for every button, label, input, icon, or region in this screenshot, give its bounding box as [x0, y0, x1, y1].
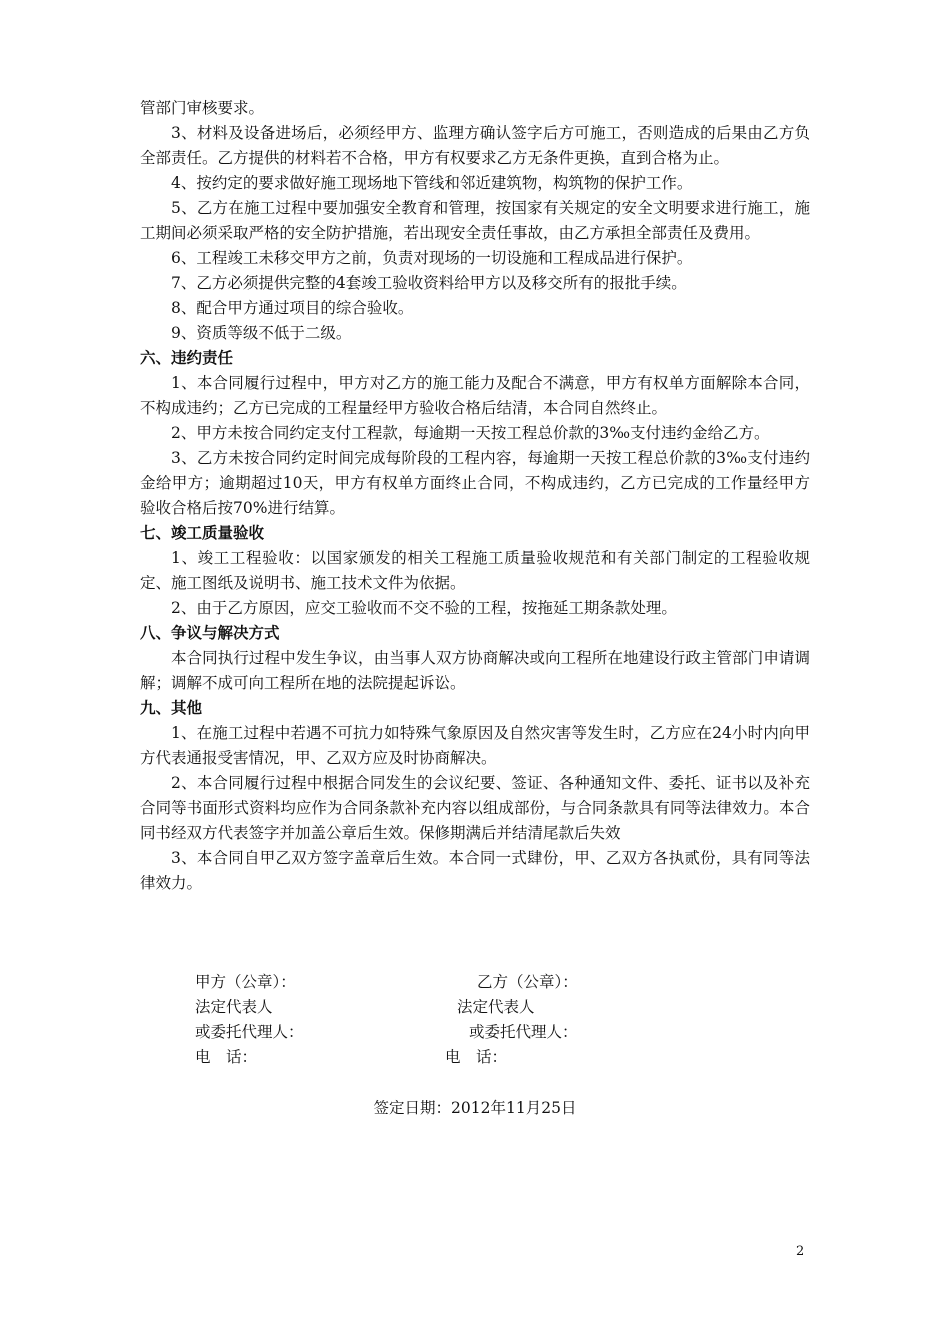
party-a-rep: 法定代表人 [195, 998, 273, 1016]
paragraph-breach-2: 2、甲方未按合同约定支付工程款，每逾期一天按工程总价款的3‰支付违约金给乙方。 [171, 424, 770, 442]
paragraph-breach-3: 3、乙方未按合同约定时间完成每阶段的工程内容，每逾期一天按工程总价款的3‰支付违约金给甲方；逾期超过10天，甲方有权单方面终止合同，不构成违约，乙方已完成的工作量经甲方验收合格后按70%进行结算。 [140, 449, 810, 517]
party-b-rep: 法定代表人 [457, 998, 535, 1016]
section-heading-acceptance: 七、竣工质量验收 [140, 524, 265, 542]
section-heading-other: 九、其他 [140, 699, 203, 717]
paragraph-intro-7: 9、资质等级不低于二级。 [171, 324, 352, 342]
party-b-phone: 电 话： [445, 1048, 508, 1066]
paragraph-intro-5: 7、乙方必须提供完整的4套竣工验收资料给甲方以及移交所有的报批手续。 [171, 274, 687, 292]
page-number: 2 [796, 1244, 805, 1259]
paragraph-intro-2: 4、按约定的要求做好施工现场地下管线和邻近建筑物，构筑物的保护工作。 [171, 174, 693, 192]
paragraph-other-1: 1、在施工过程中若遇不可抗力如特殊气象原因及自然灾害等发生时，乙方应在24小时内向甲方代表通报受害情况，甲、乙双方应及时协商解决。 [140, 724, 810, 767]
paragraph-intro-1: 3、材料及设备进场后，必须经甲方、监理方确认签字后方可施工，否则造成的后果由乙方负全部责任。乙方提供的材料若不合格，甲方有权要求乙方无条件更换，直到合格为止。 [140, 124, 810, 167]
party-a-phone: 电 话： [195, 1048, 258, 1066]
party-b-seal: 乙方（公章）： [477, 973, 578, 991]
section-heading-breach: 六、违约责任 [140, 349, 234, 367]
paragraph-dispute-1: 本合同执行过程中发生争议，由当事人双方协商解决或向工程所在地建设行政主管部门申请调解；调解不成可向工程所在地的法院提起诉讼。 [140, 649, 810, 692]
paragraph-other-2: 2、本合同履行过程中根据合同发生的会议纪要、签证、各种通知文件、委托、证书以及补充合同等书面形式资料均应作为合同条款补充内容以组成部份，与合同条款具有同等法律效力。本合同书经双方代表签字并加盖公章后生效。保修期满后并结清尾款后失效 [140, 774, 810, 842]
paragraph-intro-4: 6、工程竣工未移交甲方之前，负责对现场的一切设施和工程成品进行保护。 [171, 249, 693, 267]
sign-date: 签定日期：2012年11月25日 [373, 1099, 577, 1117]
party-a-seal: 甲方（公章）： [195, 973, 296, 991]
signature-block [195, 970, 695, 1070]
party-b-agent: 或委托代理人： [469, 1023, 578, 1041]
signature-row-seal [195, 970, 695, 995]
paragraph-intro-6: 8、配合甲方通过项目的综合验收。 [171, 299, 414, 317]
party-a-agent: 或委托代理人： [195, 1023, 304, 1041]
paragraph-intro-0: 管部门审核要求。 [140, 99, 265, 117]
paragraph-other-3: 3、本合同自甲乙双方签字盖章后生效。本合同一式肆份，甲、乙双方各执贰份，具有同等法律效力。 [140, 849, 810, 892]
signature-row-phone [195, 1045, 695, 1070]
section-heading-dispute: 八、争议与解决方式 [140, 624, 280, 642]
contract-body [140, 96, 810, 896]
paragraph-breach-1: 1、本合同履行过程中，甲方对乙方的施工能力及配合不满意，甲方有权单方面解除本合同，不构成违约；乙方已完成的工程量经甲方验收合格后结清，本合同自然终止。 [140, 374, 810, 417]
paragraph-acceptance-2: 2、由于乙方原因，应交工验收而不交不验的工程，按拖延工期条款处理。 [171, 599, 677, 617]
signature-row-rep [195, 995, 695, 1020]
signature-row-agent [195, 1020, 695, 1045]
paragraph-intro-3: 5、乙方在施工过程中要加强安全教育和管理，按国家有关规定的安全文明要求进行施工，施工期间必须采取严格的安全防护措施，若出现安全责任事故，由乙方承担全部责任及费用。 [140, 199, 810, 242]
paragraph-acceptance-1: 1、竣工工程验收：以国家颁发的相关工程施工质量验收规范和有关部门制定的工程验收规定、施工图纸及说明书、施工技术文件为依据。 [140, 549, 810, 592]
